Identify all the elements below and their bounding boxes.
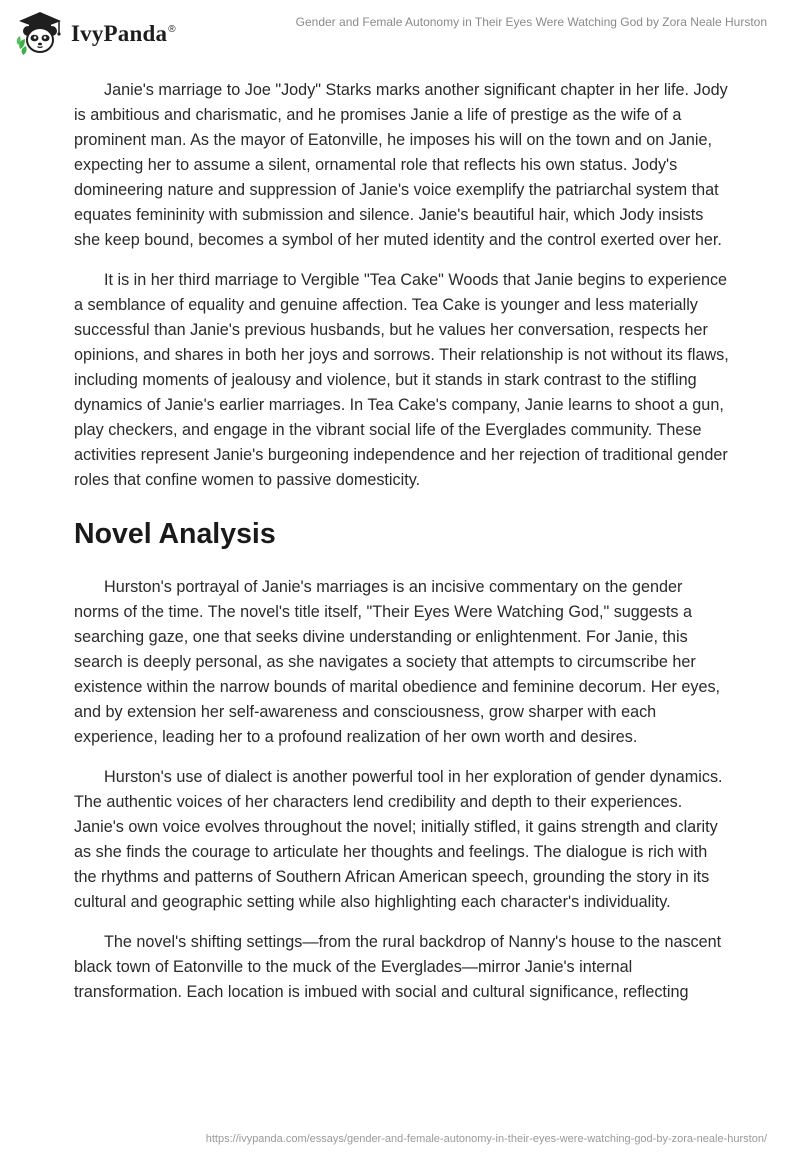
essay-paragraph: Hurston's portrayal of Janie's marriages is an incisive commentary on the gender norms of the time. The novel's title itself, "Their Eyes Were Watching God," suggests a searching gaze, one that seeks divine understanding or enlightenment. For Janie, this search is deeply personal, as she navigates a society that attempts to circumscribe her existence within the narrow bounds of marital obedience and feminine decorum. Her eyes, and by extension her self-awareness and consciousness, grow sharper with each experience, leading her to a profound realization of her own worth and desires. <box>74 578 721 746</box>
essay-paragraph: Janie's marriage to Joe "Jody" Starks marks another significant chapter in her life. Jody is ambitious and charismatic, and he promises Janie a life of prestige as the wife of a prominent man. As the mayor of Eatonville, he imposes his will on the town and on Janie, expecting her to assume a silent, ornamental role that reflects his own status. Jody's domineering nature and suppression of Janie's voice exemplify the patriarchal system that equates femininity with submission and silence. Janie's beautiful hair, which Jody insists she keep bound, becomes a symbol of her muted identity and the control exerted over her. <box>74 81 728 249</box>
logo-wordmark <box>71 21 176 47</box>
section-heading: Novel Analysis <box>74 518 276 550</box>
document-title: Gender and Female Autonomy in Their Eyes Were Watching God by Zora Neale Hurston <box>295 15 767 29</box>
essay-paragraph: The novel's shifting settings—from the rural backdrop of Nanny's house to the nascent black town of Eatonville to the muck of the Everglades—mirror Janie's internal transformation. Each location is imbued with social and cultural significance, reflecting <box>74 933 722 1001</box>
ivypanda-logo-link[interactable] <box>15 9 176 57</box>
registered-mark: ® <box>168 24 176 36</box>
essay-paragraph: It is in her third marriage to Vergible "Tea Cake" Woods that Janie begins to experience a semblance of equality and genuine affection. Tea Cake is younger and less materially successful than Janie's previous husbands, but he values her conversation, respects her opinions, and shares in both her joys and sorrows. Their relationship is not without its flaws, including moments of jealousy and violence, but it stands in stark contrast to the stifling dynamics of Janie's earlier marriages. In Tea Cake's company, Janie learns to shoot a gun, play checkers, and engage in the vibrant social life of the Everglades community. These activities represent Janie's burgeoning independence and her rejection of traditional gender roles that confine women to passive domesticity. <box>74 271 729 489</box>
panda-graduation-cap-icon <box>15 9 65 57</box>
page-header <box>0 0 800 64</box>
logo-name: IvyPanda <box>71 21 168 46</box>
essay-body <box>74 78 730 1020</box>
source-url-link[interactable]: https://ivypanda.com/essays/gender-and-female-autonomy-in-their-eyes-were-watching-god-by-zora-neale-hurston/ <box>205 1133 767 1145</box>
essay-paragraph: Hurston's use of dialect is another powerful tool in her exploration of gender dynamics. The authentic voices of her characters lend credibility and depth to their experiences. Janie's own voice evolves throughout the novel; initially stifled, it gains strength and clarity as she finds the courage to articulate her thoughts and feelings. The dialogue is rich with the rhythms and patterns of Southern African American speech, grounding the story in its cultural and geographic setting while also highlighting each character's individuality. <box>74 768 723 911</box>
